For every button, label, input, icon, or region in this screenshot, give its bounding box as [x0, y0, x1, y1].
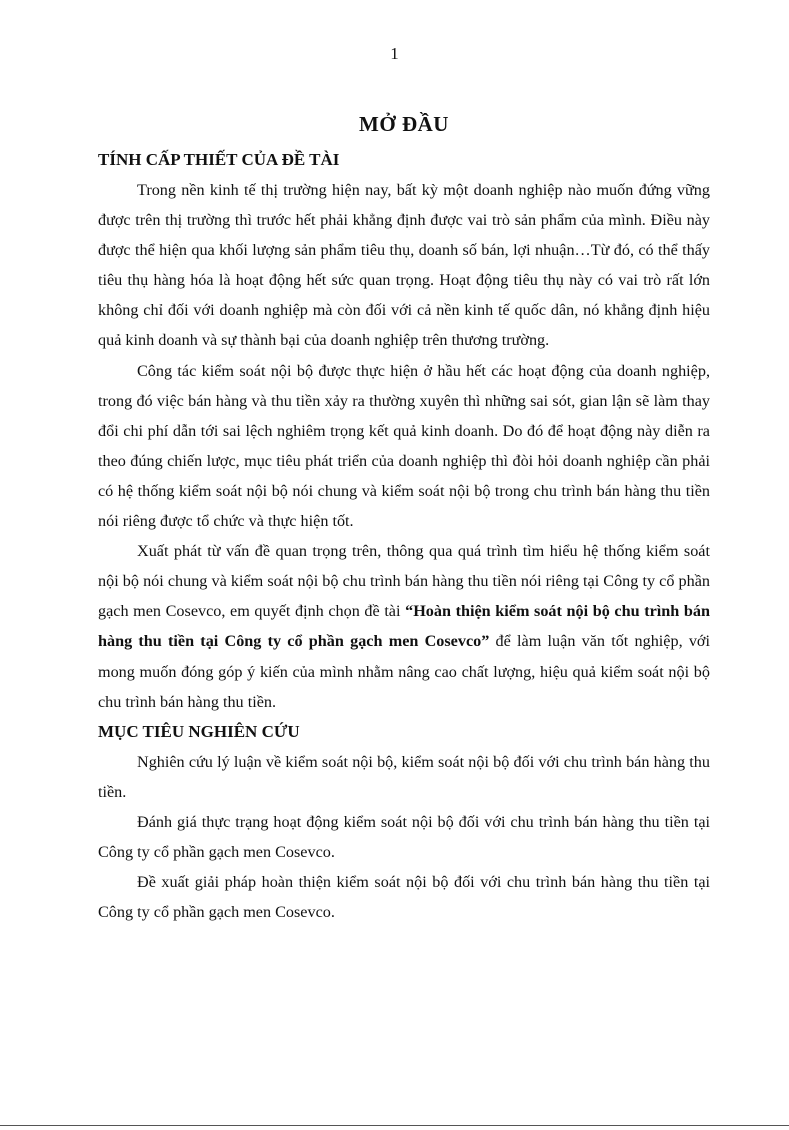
thesis-title: “Hoàn thiện kiểm soát nội bộ chu trình bán hàng thu tiền tại Công ty cổ phần gạch men Cosevco”: [98, 602, 710, 651]
paragraph: Nghiên cứu lý luận về kiểm soát nội bộ, kiểm soát nội bộ đối với chu trình bán hàng thu tiền.: [98, 752, 710, 801]
paragraph: Trong nền kinh tế thị trường hiện nay, bất kỳ một doanh nghiệp nào muốn đứng vững được trên thị trường thì trước hết phải khẳng định được vai trò sản phẩm của mình. Điều này được thể hiện qua khối lượng sản phẩm tiêu thụ, doanh số bán, lợi nhuận…Từ đó, có thể thấy tiêu thụ hàng hóa là hoạt động hết sức quan trọng. Hoạt động tiêu thụ này có vai trò rất lớn không chỉ đối với doanh nghiệp mà còn đối với cả nền kinh tế quốc dân, nó khẳng định hiệu quả kinh doanh và sự thành bại của doanh nghiệp trên thương trường.: [98, 181, 710, 350]
section-heading-objectives: MỤC TIÊU NGHIÊN CỨU: [98, 721, 300, 741]
paragraph: Công tác kiểm soát nội bộ được thực hiện ở hầu hết các hoạt động của doanh nghiệp, trong đó việc bán hàng và thu tiền xảy ra thường xuyên thì những sai sót, gian lận sẽ làm thay đổi chi phí dẫn tới sai lệch nghiêm trọng kết quả kinh doanh. Do đó để hoạt động này diễn ra theo đúng chiến lược, mục tiêu phát triển của doanh nghiệp thì đòi hỏi doanh nghiệp cần phải có hệ thống kiểm soát nội bộ nói chung và kiểm soát nội bộ trong chu trình bán hàng thu tiền nói riêng được tổ chức và thực hiện tốt.: [98, 361, 710, 531]
paragraph: Đề xuất giải pháp hoàn thiện kiểm soát nội bộ đối với chu trình bán hàng thu tiền tại Công ty cổ phần gạch men Cosevco.: [98, 873, 710, 922]
document-body: [98, 112, 710, 927]
paragraph-topic-choice: [98, 536, 710, 717]
paragraph: Đánh giá thực trạng hoạt động kiểm soát nội bộ đối với chu trình bán hàng thu tiền tại Công ty cổ phần gạch men Cosevco.: [98, 812, 710, 861]
bottom-divider: [0, 1125, 789, 1126]
paragraph-text: Xuất phát từ vấn đề quan trọng trên, thông qua quá trình tìm hiểu hệ thống kiểm soát nội bộ nói chung và kiểm soát nội bộ chu trình bán hàng thu tiền nói riêng tại Công ty cổ phần gạch men Cosevco, em quyết định chọn đề tài: [98, 542, 710, 621]
page-number: 1: [390, 44, 399, 63]
page-title: MỞ ĐẦU: [359, 112, 449, 136]
paragraph-text: để làm luận văn tốt nghiệp, với mong muốn đóng góp ý kiến của mình nhằm nâng cao chất lượng, hiệu quả kiểm soát nội bộ chu trình bán hàng thu tiền.: [98, 632, 710, 711]
section-heading-urgency: TÍNH CẤP THIẾT CỦA ĐỀ TÀI: [98, 150, 340, 169]
